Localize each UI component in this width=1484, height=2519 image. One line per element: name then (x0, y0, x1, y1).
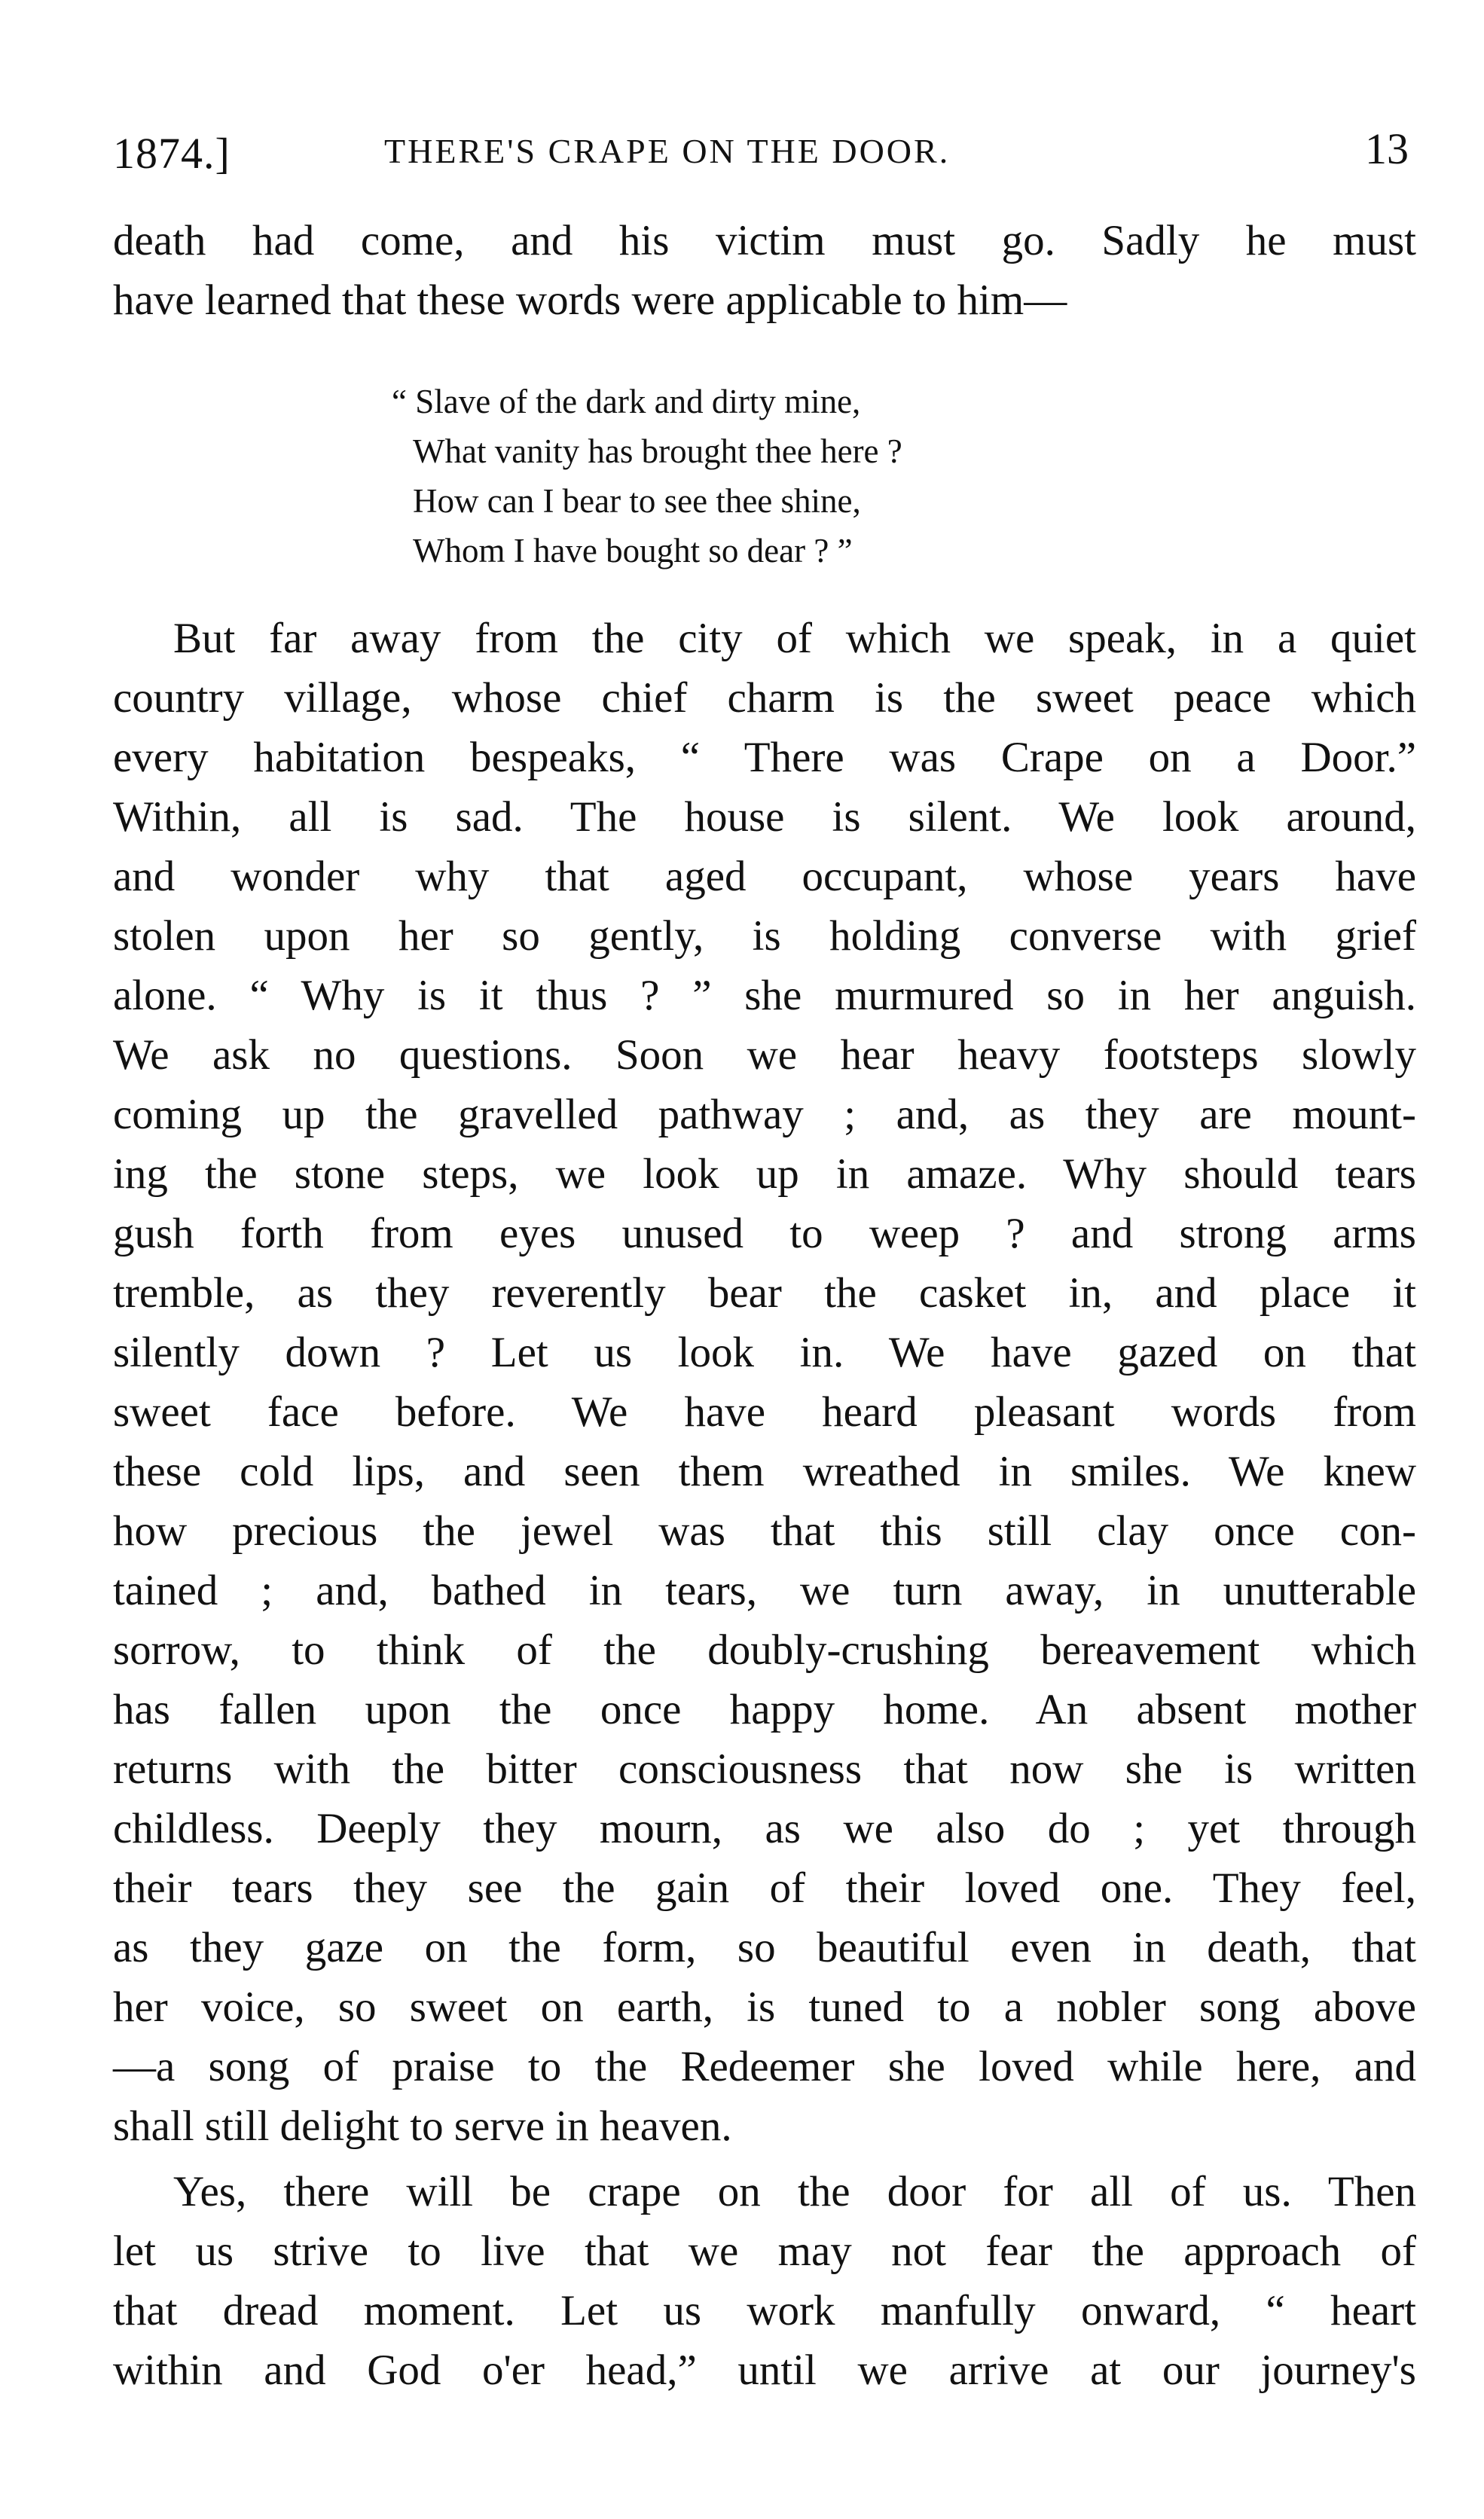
text-line: let us strive to live that we may not fear the approach of (113, 2227, 1416, 2275)
text-line: tained ; and, bathed in tears, we turn away, in unutterable (113, 1567, 1416, 1614)
header-title: THERE'S CRAPE ON THE DOOR. (384, 132, 951, 170)
text-line: stolen upon her so gently, is holding converse with grief (113, 912, 1416, 960)
text-line: ing the stone steps, we look up in amaze. Why should tears (113, 1150, 1416, 1198)
text-line: Within, all is sad. The house is silent. We look around, (113, 793, 1416, 841)
paragraph-closing (113, 2162, 1416, 2400)
poem-line: “ Slave of the dark and dirty mine, (392, 383, 861, 420)
text-line: that dread moment. Let us work manfully onward, “ heart (113, 2287, 1416, 2334)
text-line: gush forth from eyes unused to weep ? and strong arms (113, 1210, 1416, 1257)
page-number: 13 (1365, 124, 1409, 173)
poem-line: What vanity has brought thee here ? (413, 432, 902, 470)
text-line: coming up the gravelled pathway ; and, as they are mount- (113, 1091, 1416, 1138)
text-line: sorrow, to think of the doubly-crushing bereavement which (113, 1626, 1416, 1674)
text-line: childless. Deeply they mourn, as we also do ; yet through (113, 1805, 1416, 1852)
text-line: her voice, so sweet on earth, is tuned to a nobler song above (113, 1983, 1416, 2031)
intro-paragraph (113, 211, 1416, 330)
text-line: within and God o'er head,” until we arrive at our journey's (113, 2346, 1416, 2394)
text-line: returns with the bitter consciousness that now she is written (113, 1745, 1416, 1793)
text-line: death had come, and his victim must go. Sadly he must (113, 217, 1416, 264)
text-line: tremble, as they reverently bear the casket in, and place it (113, 1269, 1416, 1317)
text-line: —a song of praise to the Redeemer she loved while here, and (113, 2043, 1416, 2090)
text-line: as they gaze on the form, so beautiful even in death, that (113, 1924, 1416, 1971)
text-line: alone. “ Why is it thus ? ” she murmured so in her anguish. (113, 972, 1416, 1019)
text-line: these cold lips, and seen them wreathed in smiles. We knew (113, 1448, 1416, 1495)
header-year: 1874.] (113, 129, 231, 178)
text-line: have learned that these words were applicable to him— (113, 276, 1067, 324)
running-head (113, 121, 1416, 181)
text-line: every habitation bespeaks, “ There was Crape on a Door.” (113, 734, 1416, 781)
text-line: and wonder why that aged occupant, whose years have (113, 853, 1416, 900)
text-line: We ask no questions. Soon we hear heavy footsteps slowly (113, 1031, 1416, 1079)
text-line: how precious the jewel was that this still clay once con- (113, 1507, 1416, 1555)
poem-line: How can I bear to see thee shine, (413, 482, 861, 520)
text-line: sweet face before. We have heard pleasant words from (113, 1388, 1416, 1436)
text-line: Yes, there will be crape on the door for all of us. Then (173, 2168, 1416, 2215)
text-line: their tears they see the gain of their loved one. They feel, (113, 1864, 1416, 1912)
paragraph-crape-on-door (113, 609, 1416, 2156)
text-line: has fallen upon the once happy home. An absent mother (113, 1686, 1416, 1733)
text-line: silently down ? Let us look in. We have gazed on that (113, 1329, 1416, 1376)
poem-quote (392, 377, 902, 576)
text-line: shall still delight to serve in heaven. (113, 2102, 732, 2150)
text-line: country village, whose chief charm is the sweet peace which (113, 674, 1416, 722)
poem-line: Whom I have bought so dear ? ” (413, 532, 853, 569)
text-line: But far away from the city of which we speak, in a quiet (173, 615, 1416, 662)
